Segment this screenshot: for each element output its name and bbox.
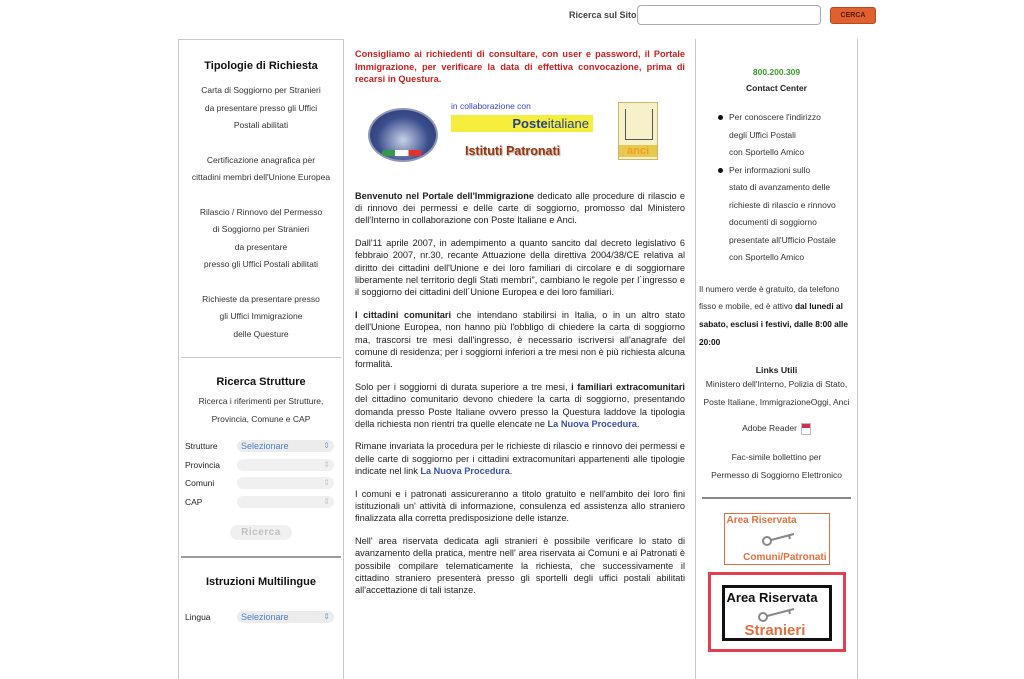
- bullet-item: [696, 109, 857, 162]
- tipologia-line: da presentare presso gli Uffici: [204, 102, 318, 113]
- select-arrows-icon: ⇕: [323, 612, 330, 622]
- bullet-line: degli Uffici Postali: [729, 129, 796, 140]
- tipologia-line: da presentare: [234, 241, 288, 252]
- useful-links-line[interactable]: Ministero dell'Interno, Polizia di Stato,: [705, 379, 848, 390]
- nuova-procedura-link[interactable]: La Nuova Procedura: [547, 419, 637, 429]
- poste-logo-bold: Poste: [512, 115, 548, 131]
- cap-select[interactable]: [237, 496, 334, 508]
- comunitari-paragraph: [355, 309, 685, 371]
- select-arrows-icon: ⇕: [323, 441, 330, 451]
- contact-bullets: [696, 109, 857, 267]
- area-riservata-paragraph: Nell' area riservata dedicata agli stranieri è possibile verificare lo stato di avanzamento della pratica, mentre nell' area riservata ai Comuni e ai Patronati è possibile compilare telematicamente la richiesta, che successivamente il cittadino straniero presenterà presso gli sportelli degli uffici postali abilitati all'accettazione di tali istanze.: [355, 535, 685, 596]
- comunitari-text: che intendano stabilirsi in Italia, o in un altro stato dell'Unione Europea, non hanno più l'obbligo di chiedere la carta di soggiorno ma, trascorsi tre mesi dall'ingresso, è necessario iscriversi all'anagrafe del comune di residenza; per i soggiorni inferiori a tre mesi non è più richiesta alcuna formalità.: [355, 309, 686, 370]
- ricerca-form: [179, 437, 343, 511]
- search-input[interactable]: [637, 5, 821, 25]
- istruzioni-section: [179, 558, 343, 627]
- questura-notice: Consigliamo ai richiedenti di consultare, con user e password, il Portale Immigrazione, per verificare la data di effettiva convocazione, prima di recarsi in Questura.: [355, 49, 685, 84]
- invariata-paragraph: [355, 440, 685, 477]
- istituti-patronati-logo[interactable]: Istituti Patronati: [465, 143, 561, 158]
- partner-logos: [350, 96, 690, 176]
- select-arrows-icon: ⇕: [323, 496, 330, 506]
- lingua-select-value: Selezionare: [241, 612, 289, 623]
- area-stranieri-subtitle: Stranieri: [744, 622, 806, 640]
- contact-center-title: Contact Center: [746, 83, 807, 93]
- familiari-bold: i familiari extracomunitari: [571, 381, 685, 392]
- anci-building-icon: [625, 109, 653, 140]
- period: .: [636, 419, 640, 429]
- select-arrows-icon: ⇕: [323, 459, 330, 469]
- ricerca-strutture-section: [179, 358, 343, 540]
- form-row-lingua: [179, 608, 343, 627]
- tipologia-line: Postali abilitati: [233, 120, 289, 130]
- key-icon: [761, 531, 797, 547]
- links-utili-title: Links Utili: [755, 365, 798, 376]
- ricerca-strutture-title: Ricerca Strutture: [216, 376, 306, 388]
- desc-line: Provincia, Comune e CAP: [211, 414, 311, 424]
- bullet-line: Per conoscere l'indirizzo: [729, 112, 821, 122]
- decreto-paragraph: Dall'11 aprile 2007, in adempimento a quanto sancito dal decreto legislativo 6 febbraio 2007, nr.30, recante Attuazione della direttiva 2004/38/CE relativa al diritto dei cittadini dell'Unione e dei loro familiari di circolare e di soggiornare liberamente nel territorio degli Stati membri", cambiano le regole per l´ingresso e il soggiorno dei cittadini dell´Unione Europea e dei loro familiari.: [355, 237, 685, 298]
- strutture-select-value: Selezionare: [241, 441, 289, 452]
- tipologie-list: [179, 82, 343, 343]
- italian-flag-icon: [382, 150, 422, 156]
- comuni-select[interactable]: [237, 477, 334, 489]
- strutture-label: Strutture: [185, 441, 218, 452]
- tipologia-line: gli Uffici Immigrazione: [219, 311, 303, 321]
- select-arrows-icon: ⇕: [323, 478, 330, 488]
- area-comuni-subtitle: Comuni/Patronati: [743, 552, 827, 564]
- bullet-line: Per informazioni sullo: [729, 164, 811, 175]
- right-sidebar: [695, 39, 858, 679]
- bullet-line: documenti di soggiorno: [729, 217, 817, 227]
- tipologia-line: Carta di Soggiorno per Stranieri: [201, 85, 321, 95]
- tipologia-line: Richieste da presentare presso: [202, 293, 320, 304]
- cap-label: CAP: [185, 496, 203, 507]
- lingua-select[interactable]: [237, 611, 334, 623]
- poste-logo-rest: italiane: [547, 115, 589, 131]
- bullet-line: richieste di rilascio e rinnovo: [729, 199, 836, 210]
- tipologia-line: Certificazione anagrafica per: [206, 154, 316, 165]
- facsimile-line: Fac-simile bollettino per: [731, 452, 822, 463]
- numero-verde-info: [696, 281, 857, 352]
- comuni-label: Comuni: [185, 478, 215, 489]
- bullet-line: stato di avanzamento delle: [729, 182, 831, 192]
- familiari-text-b: del cittadino comunitario devono chiedere la carta di soggiorno, presentando domanda presso Poste Italiane ovvero presso la Questura laddove la tipologia della richiesta non rientri tra quelle elencate ne: [355, 394, 685, 429]
- key-icon: [757, 606, 797, 622]
- numverde-hours: dal lunedi al sabato, esclusi i festivi, dalle 8:00 alle 20:00: [699, 301, 848, 347]
- area-riservata-stranieri-button[interactable]: [708, 572, 846, 652]
- nuova-procedura-link-2[interactable]: La Nuova Procedura: [420, 466, 510, 477]
- tipologia-link-carta-soggiorno[interactable]: [179, 82, 343, 135]
- facsimile-line: Permesso di Soggiorno Elettronico: [711, 469, 842, 480]
- form-row-comuni: [179, 474, 343, 493]
- invariata-text: Rimane invariata la procedura per le richieste di rilascio e rinnovo dei permessi e delle carte di soggiorno per i cittadini extracomunitari appartenenti alle tipologie indicate nel link: [355, 441, 685, 477]
- search-label: Ricerca sul Sito: [569, 10, 637, 20]
- form-row-strutture: [179, 437, 343, 456]
- tipologia-line: di Soggiorno per Stranieri: [212, 224, 310, 234]
- tipologia-link-questure[interactable]: [179, 291, 343, 344]
- strutture-select[interactable]: [237, 440, 334, 452]
- familiari-text-a: Solo per i soggiorni di durata superiore a tre mesi,: [355, 381, 572, 392]
- search-button[interactable]: CERCA: [830, 7, 876, 24]
- provincia-select[interactable]: [237, 459, 334, 471]
- phone-number: 800.200.309: [752, 67, 801, 77]
- tipologia-line: Rilascio / Rinnovo del Permesso: [199, 206, 323, 217]
- site-search-bar: [0, 5, 1024, 29]
- comunitari-bold: I cittadini comunitari: [355, 309, 451, 320]
- form-row-provincia: [179, 456, 343, 475]
- anci-logo[interactable]: [618, 102, 658, 160]
- main-content: [350, 39, 690, 679]
- adobe-reader-link[interactable]: [696, 423, 857, 435]
- form-row-cap: [179, 493, 343, 512]
- provincia-label: Provincia: [185, 459, 220, 470]
- tipologia-line: cittadini membri dell'Unione Europea: [191, 172, 331, 182]
- bullet-line: presentate all'Ufficio Postale: [729, 234, 836, 245]
- istruzioni-title: Istruzioni Multilingue: [206, 576, 316, 588]
- tipologia-line: delle Questure: [233, 328, 289, 339]
- bullet-line: con Sportello Amico: [729, 252, 805, 262]
- familiari-paragraph: [355, 381, 685, 431]
- intro-text: dedicato alle procedure di rilascio e di rinnovo dei permessi e delle carte di soggiorno, promosso dal Ministero dell'Interno in collaborazione con Poste Italiane e Anci.: [355, 190, 685, 226]
- collab-text: in collaborazione con: [451, 100, 531, 111]
- left-sidebar: [178, 39, 344, 679]
- tipologia-link-rilascio-rinnovo[interactable]: [179, 204, 343, 274]
- bullet-item: [696, 162, 857, 267]
- numverde-text: Il numero verde è gratuito, da telefono fisso e mobile, ed è attivo: [699, 283, 840, 312]
- divider: [702, 497, 851, 499]
- facsimile-bollettino-link[interactable]: [696, 449, 857, 484]
- area-stranieri-title: Area Riservata: [726, 590, 818, 606]
- area-comuni-title: Area Riservata: [726, 515, 797, 527]
- poste-italiane-logo[interactable]: [451, 115, 593, 132]
- useful-links-line[interactable]: Poste Italiane, ImmigrazioneOggi, Anci: [703, 396, 850, 407]
- intro-paragraph: [355, 190, 685, 227]
- anci-logo-text: anci: [619, 145, 657, 157]
- adobe-reader-label: Adobe Reader: [742, 423, 797, 434]
- tipologia-line: presso gli Uffici Postali abilitati: [203, 259, 319, 269]
- lingua-label: Lingua: [185, 612, 211, 623]
- intro-bold: Benvenuto nel Portale dell'Immigrazione: [355, 190, 534, 201]
- ricerca-button[interactable]: Ricerca: [230, 525, 292, 540]
- period: .: [509, 466, 513, 477]
- area-riservata-comuni-button[interactable]: [724, 513, 830, 565]
- pdf-icon: [801, 423, 811, 435]
- bullet-line: con Sportello Amico: [729, 147, 805, 157]
- tipologie-title: Tipologie di Richiesta: [204, 60, 318, 72]
- ricerca-strutture-desc: [179, 392, 343, 428]
- links-utili-list: [696, 376, 857, 411]
- ministero-logo[interactable]: [368, 108, 438, 162]
- desc-line: Ricerca i riferimenti per Strutture,: [198, 396, 324, 406]
- comuni-patronati-paragraph: I comuni e i patronati assicureranno a titolo gratuito e nell'ambito dei loro fini istituzionali un' attività di informazione, consulenza ed assistenza allo straniero finalizzata alla corretta predisposizione delle istanze.: [355, 488, 685, 524]
- area-stranieri-inner: [722, 585, 832, 641]
- tipologia-link-certificazione[interactable]: [179, 152, 343, 187]
